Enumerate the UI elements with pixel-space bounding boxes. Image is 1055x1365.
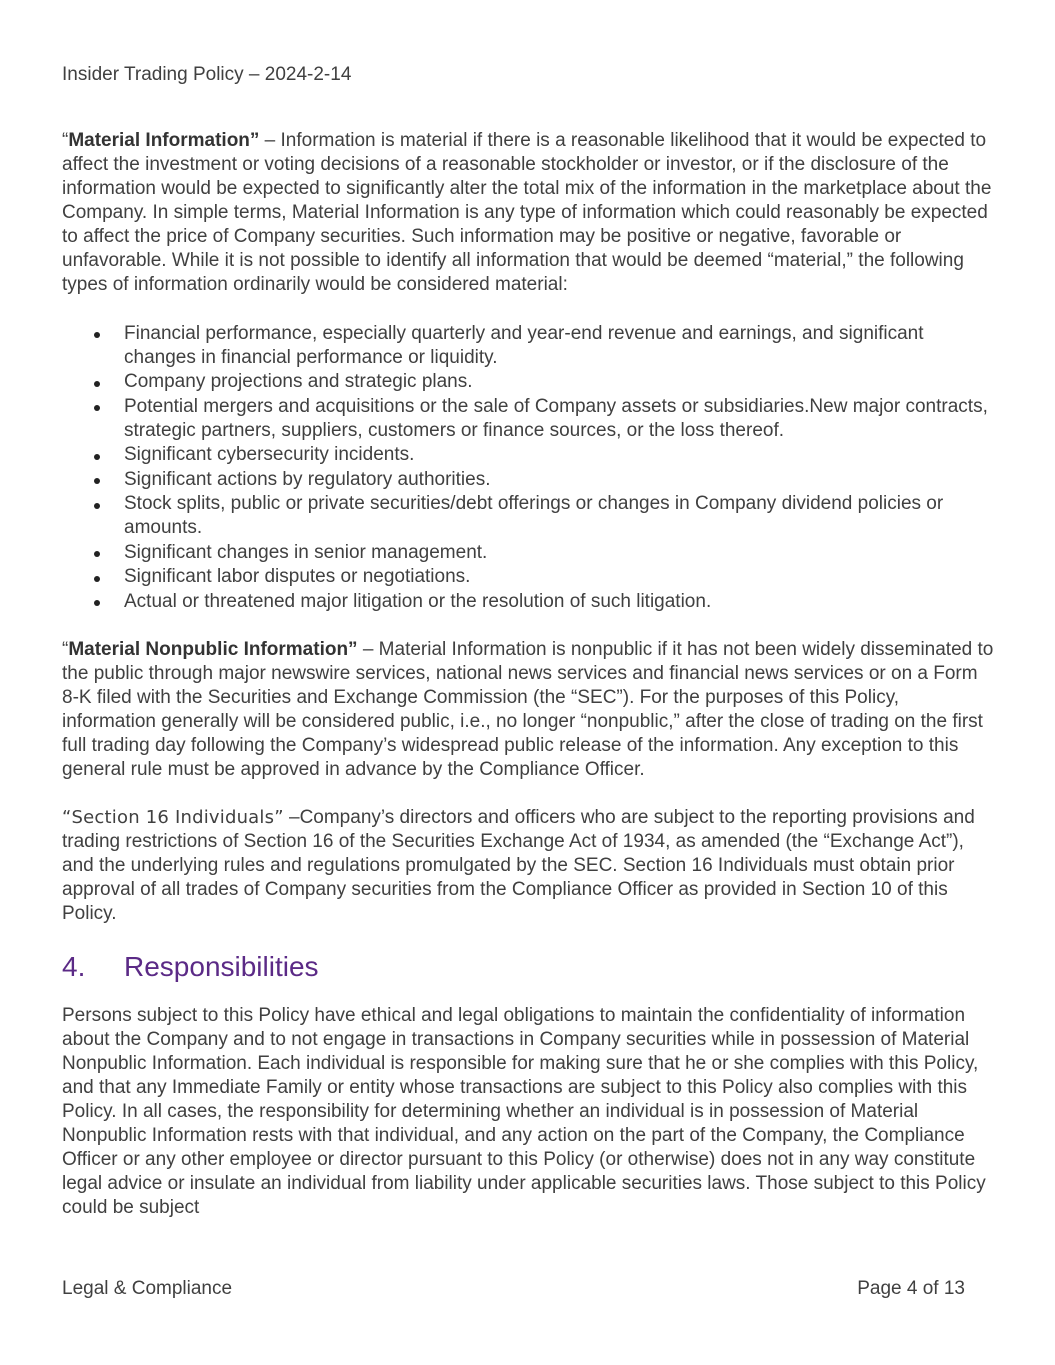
list-item: Significant actions by regulatory authorities. bbox=[62, 467, 997, 492]
section-number: 4. bbox=[62, 950, 86, 982]
footer-page-number: Page 4 of 13 bbox=[857, 1278, 965, 1299]
mnpi-body: – Material Information is nonpublic if it has not been widely disseminated to the public through major newswire services, national news services and financial news services or on a Form 8-K filed with the Securities and Exchange Commission (the “SEC”). For the purposes of this Policy, information generally will be considered public, i.e., no longer “nonpublic,” after the close of trading on the first full trading day following the Company’s widespread public release of the information. Any exception to this general rule must be approved in advance by the Compliance Officer. bbox=[62, 638, 994, 780]
list-item: Company projections and strategic plans. bbox=[62, 370, 997, 395]
bullet-icon bbox=[94, 381, 100, 387]
bullet-icon bbox=[94, 600, 100, 606]
material-information-definition bbox=[62, 129, 997, 297]
section-title: Responsibilities bbox=[124, 950, 319, 982]
bullet-icon bbox=[94, 405, 100, 411]
spacer bbox=[62, 297, 997, 321]
material-information-term: Material Information” bbox=[68, 130, 260, 151]
section16-definition bbox=[62, 806, 997, 926]
spacer bbox=[62, 984, 997, 1004]
list-item: Actual or threatened major litigation or the resolution of such litigation. bbox=[62, 589, 997, 614]
list-item: Significant changes in senior management. bbox=[62, 540, 997, 565]
list-item: Stock splits, public or private securities/debt offerings or changes in Company dividend policies or amounts. bbox=[62, 492, 997, 541]
page-header: Insider Trading Policy – 2024-2-14 bbox=[62, 64, 352, 85]
page-content bbox=[62, 129, 997, 1220]
material-information-body: – Information is material if there is a reasonable likelihood that it would be expected to affect the investment or voting decisions of a reasonable stockholder or investor, or if the disclosure of the information would be expected to significantly alter the total mix of the information in the marketplace about the Company. In simple terms, Material Information is any type of information which could reasonably be expected to affect the price of Company securities. Such information may be positive or negative, favorable or unfavorable. While it is not possible to identify all information that would be deemed “material,” the following types of information ordinarily would be considered material: bbox=[62, 130, 992, 295]
bullet-icon bbox=[94, 332, 100, 338]
bullet-icon bbox=[94, 576, 100, 582]
quote-mark: “ bbox=[62, 638, 69, 660]
section16-body: –Company’s directors and officers who are subject to the reporting provisions and trading restrictions of Section 16 of the Securities Exchange Act of 1934, as amended (the “Exchange Act”), and the underlying rules and regulations promulgated by the SEC. Section 16 Individuals must obtain prior approval of all trades of Company securities from the Compliance Officer as provided in Section 10 of this Policy. bbox=[62, 806, 975, 924]
section16-term: “Section 16 Individuals” bbox=[62, 806, 284, 828]
mnpi-term: Material Nonpublic Information” bbox=[68, 638, 358, 660]
responsibilities-body: Persons subject to this Policy have ethical and legal obligations to maintain the confidentiality of information about the Company and to not engage in transactions in Company securities while in possession of Material Nonpublic Information. Each individual is responsible for making sure that he or she complies with this Policy, and that any Immediate Family or entity whose transactions are subject to this Policy also complies with this Policy. In all cases, the responsibility for determining whether an individual is in possession of Material Nonpublic Information rests with that individual, and any action on the part of the Company, the Compliance Officer or any other employee or director pursuant to this Policy (or otherwise) does not in any way constitute legal advice or insulate an individual from liability under applicable securities laws. Those subject to this Policy could be subject bbox=[62, 1004, 986, 1218]
list-item: Significant labor disputes or negotiations. bbox=[62, 565, 997, 590]
list-item: Potential mergers and acquisitions or the sale of Company assets or subsidiaries.New major contracts, strategic partners, suppliers, customers or finance sources, or the loss thereof. bbox=[62, 394, 997, 443]
bullet-icon bbox=[94, 454, 100, 460]
spacer bbox=[62, 926, 997, 950]
bullet-icon bbox=[94, 478, 100, 484]
list-item: Significant cybersecurity incidents. bbox=[62, 443, 997, 468]
spacer bbox=[62, 614, 997, 638]
footer-department: Legal & Compliance bbox=[62, 1278, 233, 1299]
bullet-icon bbox=[94, 551, 100, 557]
material-info-list bbox=[62, 321, 997, 614]
spacer bbox=[62, 782, 997, 806]
bullet-icon bbox=[94, 503, 100, 509]
section-heading bbox=[62, 950, 997, 984]
mnpi-definition bbox=[62, 638, 997, 782]
quote-mark: “ bbox=[62, 130, 69, 151]
list-item: Financial performance, especially quarterly and year-end revenue and earnings, and significant changes in financial performance or liquidity. bbox=[62, 321, 997, 370]
